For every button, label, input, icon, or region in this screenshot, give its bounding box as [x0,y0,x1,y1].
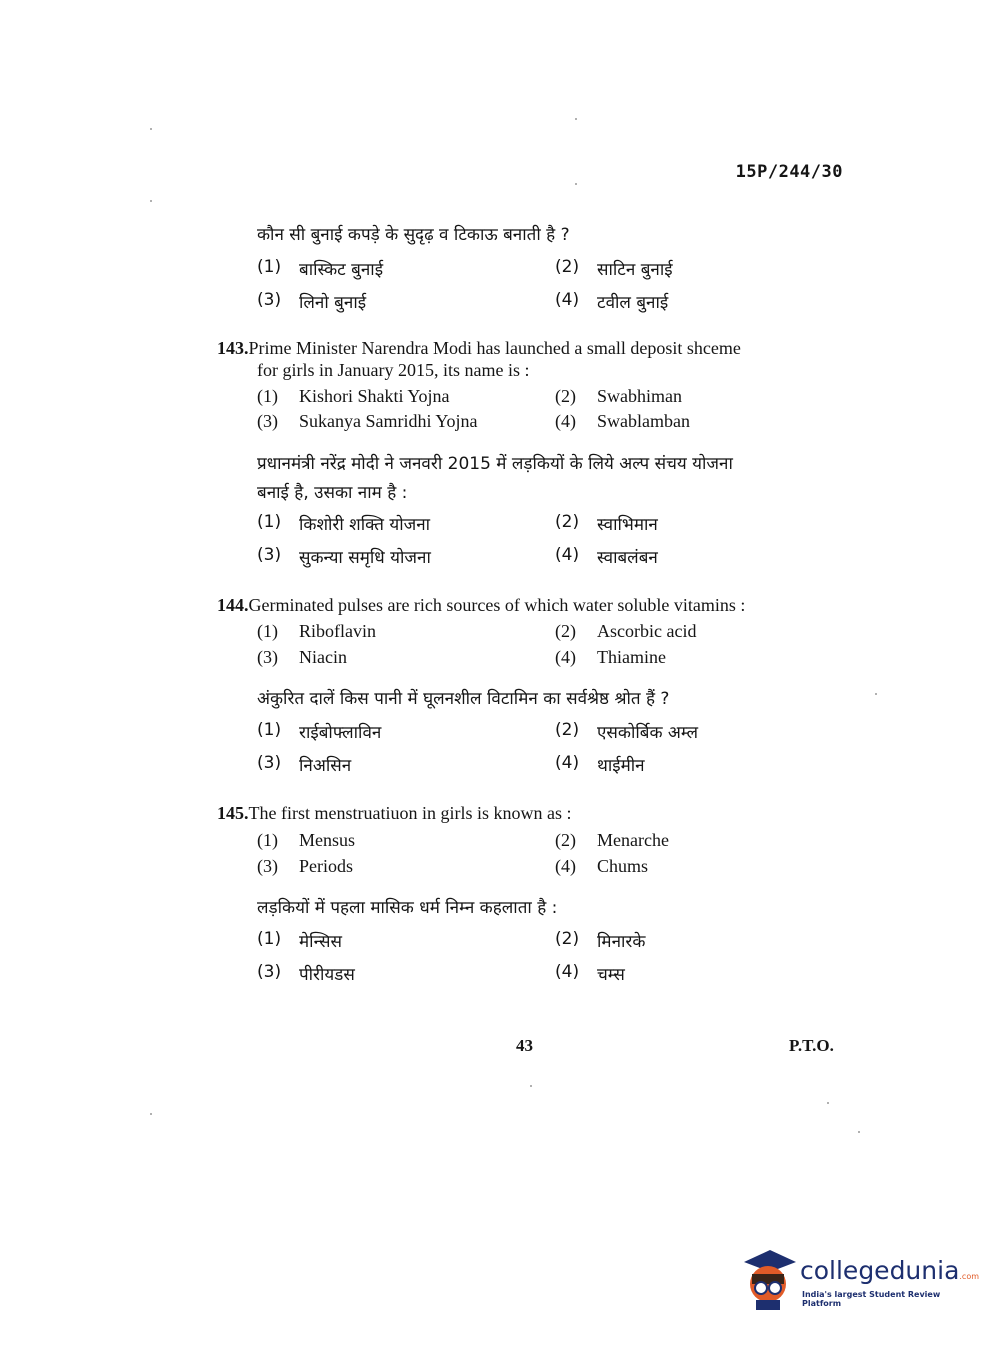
q143-hindi-option-1: (1) किशोरी शक्ति योजना [257,512,431,535]
q145-hindi-question: लड़कियों में पहला मासिक धर्म निम्न कहलाता है : [257,898,558,918]
q142-hindi-option-2: (2) साटिन बुनाई [555,257,673,280]
q145-english-option-2: (2) Menarche [555,830,669,850]
q144-english-option-2: (2) Ascorbic acid [555,621,697,641]
q143-english-option-1: (1) Kishori Shakti Yojna [257,386,450,406]
q142-hindi-option-3: (3) लिनो बुनाई [257,290,367,313]
q145-hindi-option-2: (2) मिनारके [555,929,646,952]
q143-hindi-option-2: (2) स्वाभिमान [555,512,658,535]
q143-english-option-2: (2) Swabhiman [555,386,682,406]
scan-speck [858,1131,860,1133]
q145-hindi-option-1: (1) मेन्सिस [257,929,343,952]
q144-hindi-option-2: (2) एसकोर्बिक अम्ल [555,720,699,743]
q144-english-question: 144.Germinated pulses are rich sources of which water soluble vitamins : [217,595,746,615]
scan-speck [575,118,577,120]
pto-label: P.T.O. [789,1036,834,1055]
q144-english-option-4: (4) Thiamine [555,647,666,667]
paper-code: 15P/244/30 [735,162,843,182]
logo-tagline: India's largest Student Review Platform [802,1290,941,1308]
q145-english-question: 145.The first menstruatiuon in girls is known as : [217,803,572,823]
q142-hindi-question: कौन सी बुनाई कपड़े के सुदृढ़ व टिकाऊ बनाती है ? [257,225,570,245]
scan-speck [575,183,577,185]
q144-english-option-1: (1) Riboflavin [257,621,376,641]
q144-hindi-option-1: (1) राईबोफ्लाविन [257,720,382,743]
q142-hindi-option-4: (4) टवील बुनाई [555,290,669,313]
q142-hindi-option-1: (1) बास्किट बुनाई [257,257,384,280]
q145-english-option-4: (4) Chums [555,856,649,876]
q144-hindi-option-4: (4) थाईमीन [555,753,645,776]
q143-hindi-option-3: (3) सुकन्या समृधि योजना [257,545,431,568]
page-number: 43 [516,1036,533,1055]
q144-hindi-question: अंकुरित दालें किस पानी में घूलनशील विटामिन का सर्वश्रेष्ठ श्रोत हैं ? [257,689,670,709]
q143-hindi-question-line2: बनाई है, उसका नाम है : [257,483,408,503]
collegedunia-logo [740,1248,980,1318]
q145-english-option-1: (1) Mensus [257,830,356,850]
q143-english-option-4: (4) Swablamban [555,411,690,431]
scan-speck [150,128,152,130]
mascot-icon [740,1248,798,1312]
scan-speck [875,693,877,695]
q145-hindi-option-4: (4) चम्स [555,962,625,985]
q144-hindi-option-3: (3) निअसिन [257,753,352,776]
logo-wordmark: collegedunia.com [800,1256,980,1285]
scan-speck [150,200,152,202]
scan-speck [530,1085,532,1087]
q145-english-option-3: (3) Periods [257,856,353,876]
scan-speck [827,1102,829,1104]
q143-hindi-option-4: (4) स्वाबलंबन [555,545,658,568]
q143-english-question-line2: for girls in January 2015, its name is : [257,360,530,380]
q145-hindi-option-3: (3) पीरीयडस [257,962,355,985]
q143-english-option-3: (3) Sukanya Samridhi Yojna [257,411,478,431]
q144-english-option-3: (3) Niacin [257,647,347,667]
q143-hindi-question: प्रधानमंत्री नरेंद्र मोदी ने जनवरी 2015 में लड़कियों के लिये अल्प संचय योजना [257,454,733,474]
scan-speck [150,1113,152,1115]
q143-english-question: 143.Prime Minister Narendra Modi has launched a small deposit shceme [217,338,741,358]
